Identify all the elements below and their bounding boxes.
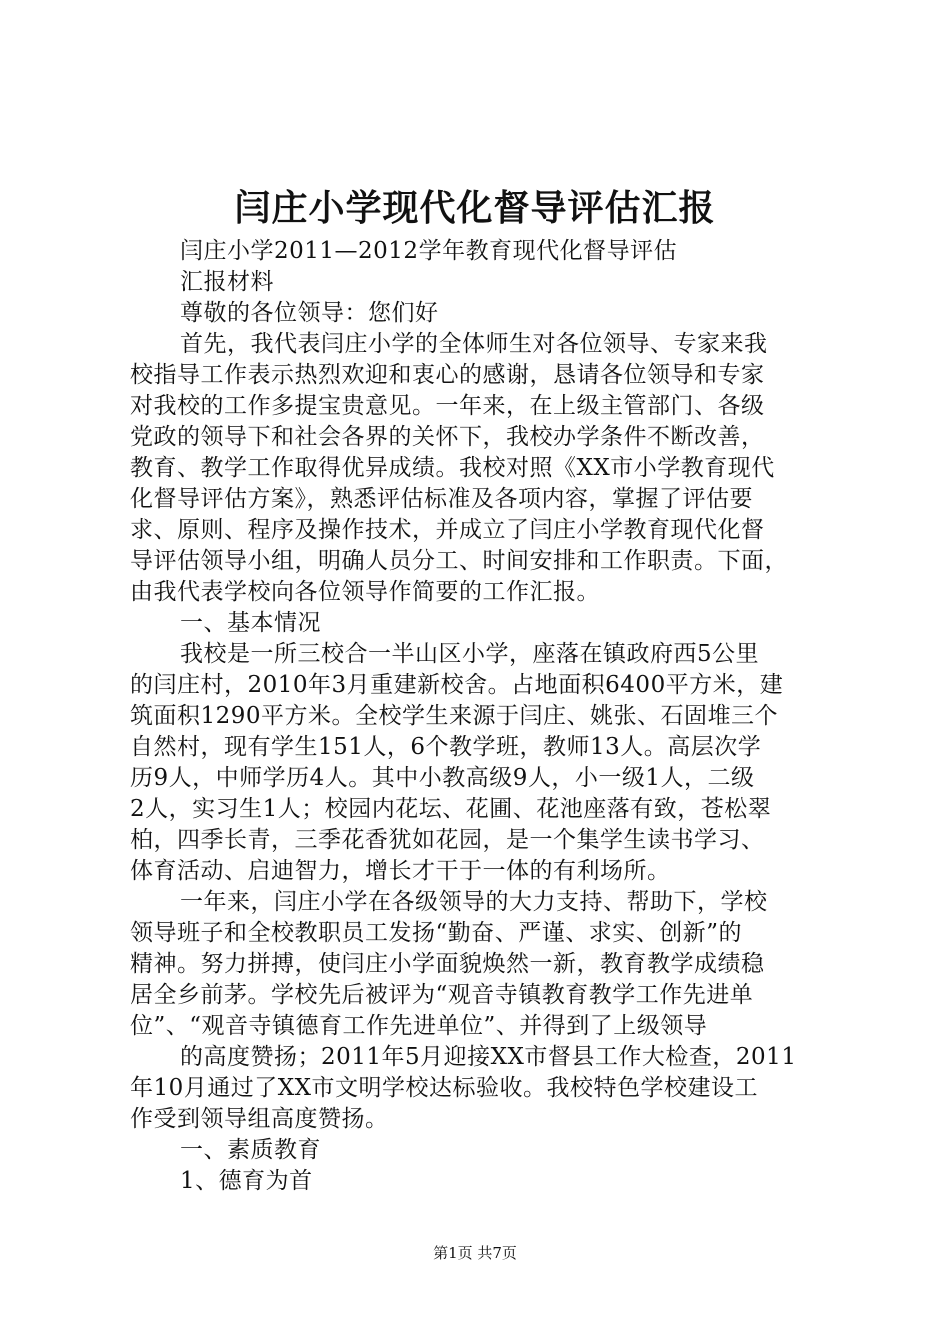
text-line: 一、基本情况 — [180, 610, 321, 636]
text-line: 自然村，现有学生151人，6个教学班，教师13人。高层次学 — [130, 734, 762, 760]
text-line: 求、原则、程序及操作技术，并成立了闫庄小学教育现代化督 — [130, 517, 765, 543]
text-line: 教育、教学工作取得优异成绩。我校对照《XX市小学教育现代 — [130, 455, 775, 481]
text-line: 一年来，闫庄小学在各级领导的大力支持、帮助下，学校 — [180, 889, 768, 915]
text-line: 化督导评估方案》，熟悉评估标准及各项内容，掌握了评估要 — [130, 486, 753, 512]
text-line: 历9人，中师学历4人。其中小教高级9人，小一级1人，二级 — [130, 765, 755, 791]
text-line: 柏，四季长青，三季花香犹如花园，是一个集学生读书学习、 — [130, 827, 765, 853]
text-line: 闫庄小学2011—2012学年教育现代化督导评估 — [180, 238, 678, 264]
page-footer: 第1页 共7页 — [433, 1244, 517, 1262]
document-title: 闫庄小学现代化督导评估汇报 — [234, 187, 716, 229]
text-line: 一、素质教育 — [180, 1137, 321, 1163]
text-line: 首先，我代表闫庄小学的全体师生对各位领导、专家来我 — [180, 331, 768, 357]
text-line: 汇报材料 — [180, 269, 274, 295]
text-line: 尊敬的各位领导：您们好 — [180, 300, 439, 326]
text-line: 1、德育为首 — [180, 1168, 313, 1194]
text-line: 居全乡前茅。学校先后被评为“观音寺镇教育教学工作先进单 — [130, 982, 754, 1008]
text-line: 精神。努力拼搏，使闫庄小学面貌焕然一新，教育教学成绩稳 — [130, 951, 765, 977]
document-body — [130, 236, 830, 1197]
text-line: 位”、“观音寺镇德育工作先进单位”、并得到了上级领导 — [130, 1013, 708, 1039]
text-line: 的高度赞扬；2011年5月迎接XX市督县工作大检查，2011 — [180, 1044, 797, 1070]
text-line: 作受到领导组高度赞扬。 — [130, 1106, 389, 1132]
text-line: 我校是一所三校合一半山区小学，座落在镇政府西5公里 — [180, 641, 760, 667]
text-line: 的闫庄村，2010年3月重建新校舍。占地面积6400平方米，建 — [130, 672, 784, 698]
text-line: 对我校的工作多提宝贵意见。一年来，在上级主管部门、各级 — [130, 393, 765, 419]
text-line: 党政的领导下和社会各界的关怀下，我校办学条件不断改善， — [130, 424, 765, 450]
text-line: 导评估领导小组，明确人员分工、时间安排和工作职责。下面， — [130, 548, 788, 574]
text-line: 领导班子和全校教职员工发扬“勤奋、严谨、求实、创新”的 — [130, 920, 743, 946]
text-line: 年10月通过了XX市文明学校达标验收。我校特色学校建设工 — [130, 1075, 759, 1101]
text-line: 校指导工作表示热烈欢迎和衷心的感谢，恳请各位领导和专家 — [130, 362, 765, 388]
text-line: 筑面积1290平方米。全校学生来源于闫庄、姚张、石固堆三个 — [130, 703, 779, 729]
text-line: 2人，实习生1人；校园内花坛、花圃、花池座落有致，苍松翠 — [130, 796, 772, 822]
text-line: 体育活动、启迪智力，增长才干于一体的有利场所。 — [130, 858, 671, 884]
text-line: 由我代表学校向各位领导作简要的工作汇报。 — [130, 579, 600, 605]
